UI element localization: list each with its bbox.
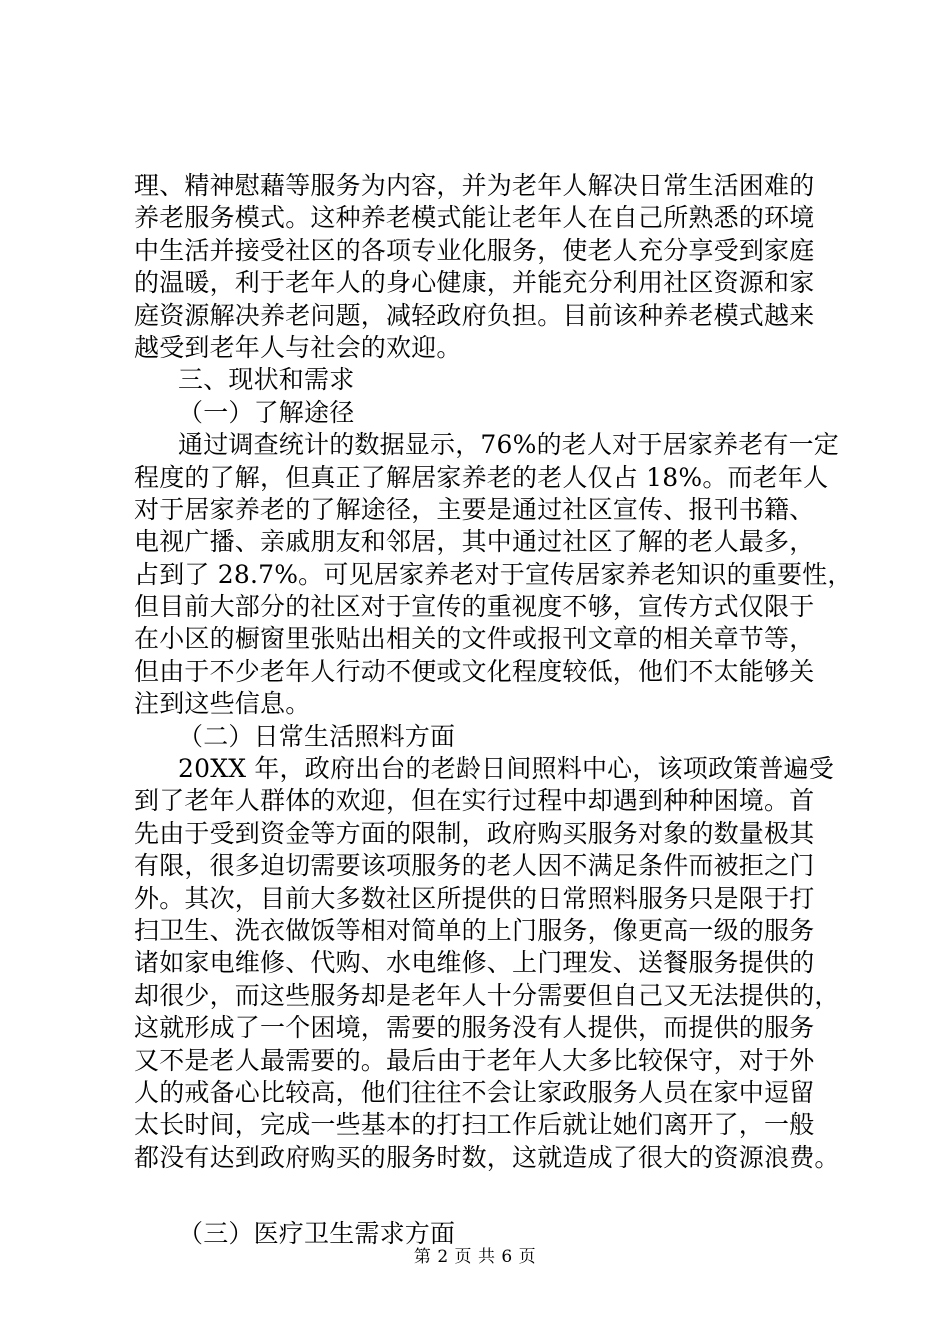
paragraph-line: 这就形成了一个困境，需要的服务没有人提供，而提供的服务 [134, 1013, 815, 1043]
subsection-heading: （三）医疗卫生需求方面 [178, 1219, 456, 1249]
paragraph-line: 20XX 年，政府出台的老龄日间照料中心，该项政策普遍受 [178, 754, 834, 784]
paragraph-gap [134, 1174, 834, 1218]
paragraph-line: 程度的了解，但真正了解居家养老的老人仅占 18%。而老年人 [134, 462, 829, 492]
paragraph-line: 中生活并接受社区的各项专业化服务，使老人充分享受到家庭 [134, 235, 815, 265]
paragraph-line: 扫卫生、洗衣做饭等相对简单的上门服务，像更高一级的服务 [134, 915, 815, 945]
paragraph-line: 人的戒备心比较高，他们往往不会让家政服务人员在家中逗留 [134, 1077, 815, 1107]
paragraph-line: 在小区的橱窗里张贴出相关的文件或报刊文章的相关章节等， [134, 624, 815, 654]
paragraph-line: 太长时间，完成一些基本的打扫工作后就让她们离开了，一般 [134, 1110, 815, 1140]
paragraph-line: 理、精神慰藉等服务为内容，并为老年人解决日常生活困难的 [134, 171, 815, 200]
paragraph-line: 占到了 28.7%。可见居家养老对于宣传居家养老知识的重要性， [134, 559, 853, 589]
paragraph-line: 又不是老人最需要的。最后由于老年人大多比较保守，对于外 [134, 1045, 815, 1075]
paragraph-line: 先由于受到资金等方面的限制，政府购买服务对象的数量极其 [134, 818, 815, 848]
paragraph-line: 庭资源解决养老问题，减轻政府负担。目前该种养老模式越来 [134, 300, 815, 330]
paragraph-line: 外。其次，目前大多数社区所提供的日常照料服务只是限于打 [134, 883, 815, 913]
paragraph-line: 对于居家养老的了解途径，主要是通过社区宣传、报刊书籍、 [134, 494, 815, 524]
paragraph-line: 通过调查统计的数据显示，76%的老人对于居家养老有一定 [178, 430, 839, 460]
paragraph-line: 有限，很多迫切需要该项服务的老人因不满足条件而被拒之门 [134, 851, 815, 881]
paragraph-line: 注到这些信息。 [134, 689, 311, 719]
subsection-heading: （一）了解途径 [178, 397, 355, 427]
paragraph-line: 养老服务模式。这种养老模式能让老年人在自己所熟悉的环境 [134, 203, 815, 233]
paragraph-line: 但由于不少老年人行动不便或文化程度较低，他们不太能够关 [134, 656, 815, 686]
paragraph-line: 电视广播、亲戚朋友和邻居，其中通过社区了解的老人最多， [134, 527, 815, 557]
page-footer: 第 2 页 共 6 页 [413, 1247, 537, 1267]
paragraph-line: 越受到老年人与社会的欢迎。 [134, 332, 462, 362]
paragraph-line: 但目前大部分的社区对于宣传的重视度不够，宣传方式仅限于 [134, 592, 815, 622]
paragraph-line: 到了老年人群体的欢迎，但在实行过程中却遇到种种困境。首 [134, 786, 815, 816]
subsection-heading: （二）日常生活照料方面 [178, 721, 456, 751]
section-heading: 三、现状和需求 [178, 365, 355, 395]
body-text [134, 170, 853, 1251]
paragraph-line: 的温暖，利于老年人的身心健康，并能充分利用社区资源和家 [134, 268, 815, 298]
paragraph-line: 都没有达到政府购买的服务时数，这就造成了很大的资源浪费。 [134, 1142, 840, 1172]
paragraph-line: 诸如家电维修、代购、水电维修、上门理发、送餐服务提供的 [134, 948, 815, 978]
paragraph-line: 却很少，而这些服务却是老年人十分需要但自己又无法提供的， [134, 980, 840, 1010]
